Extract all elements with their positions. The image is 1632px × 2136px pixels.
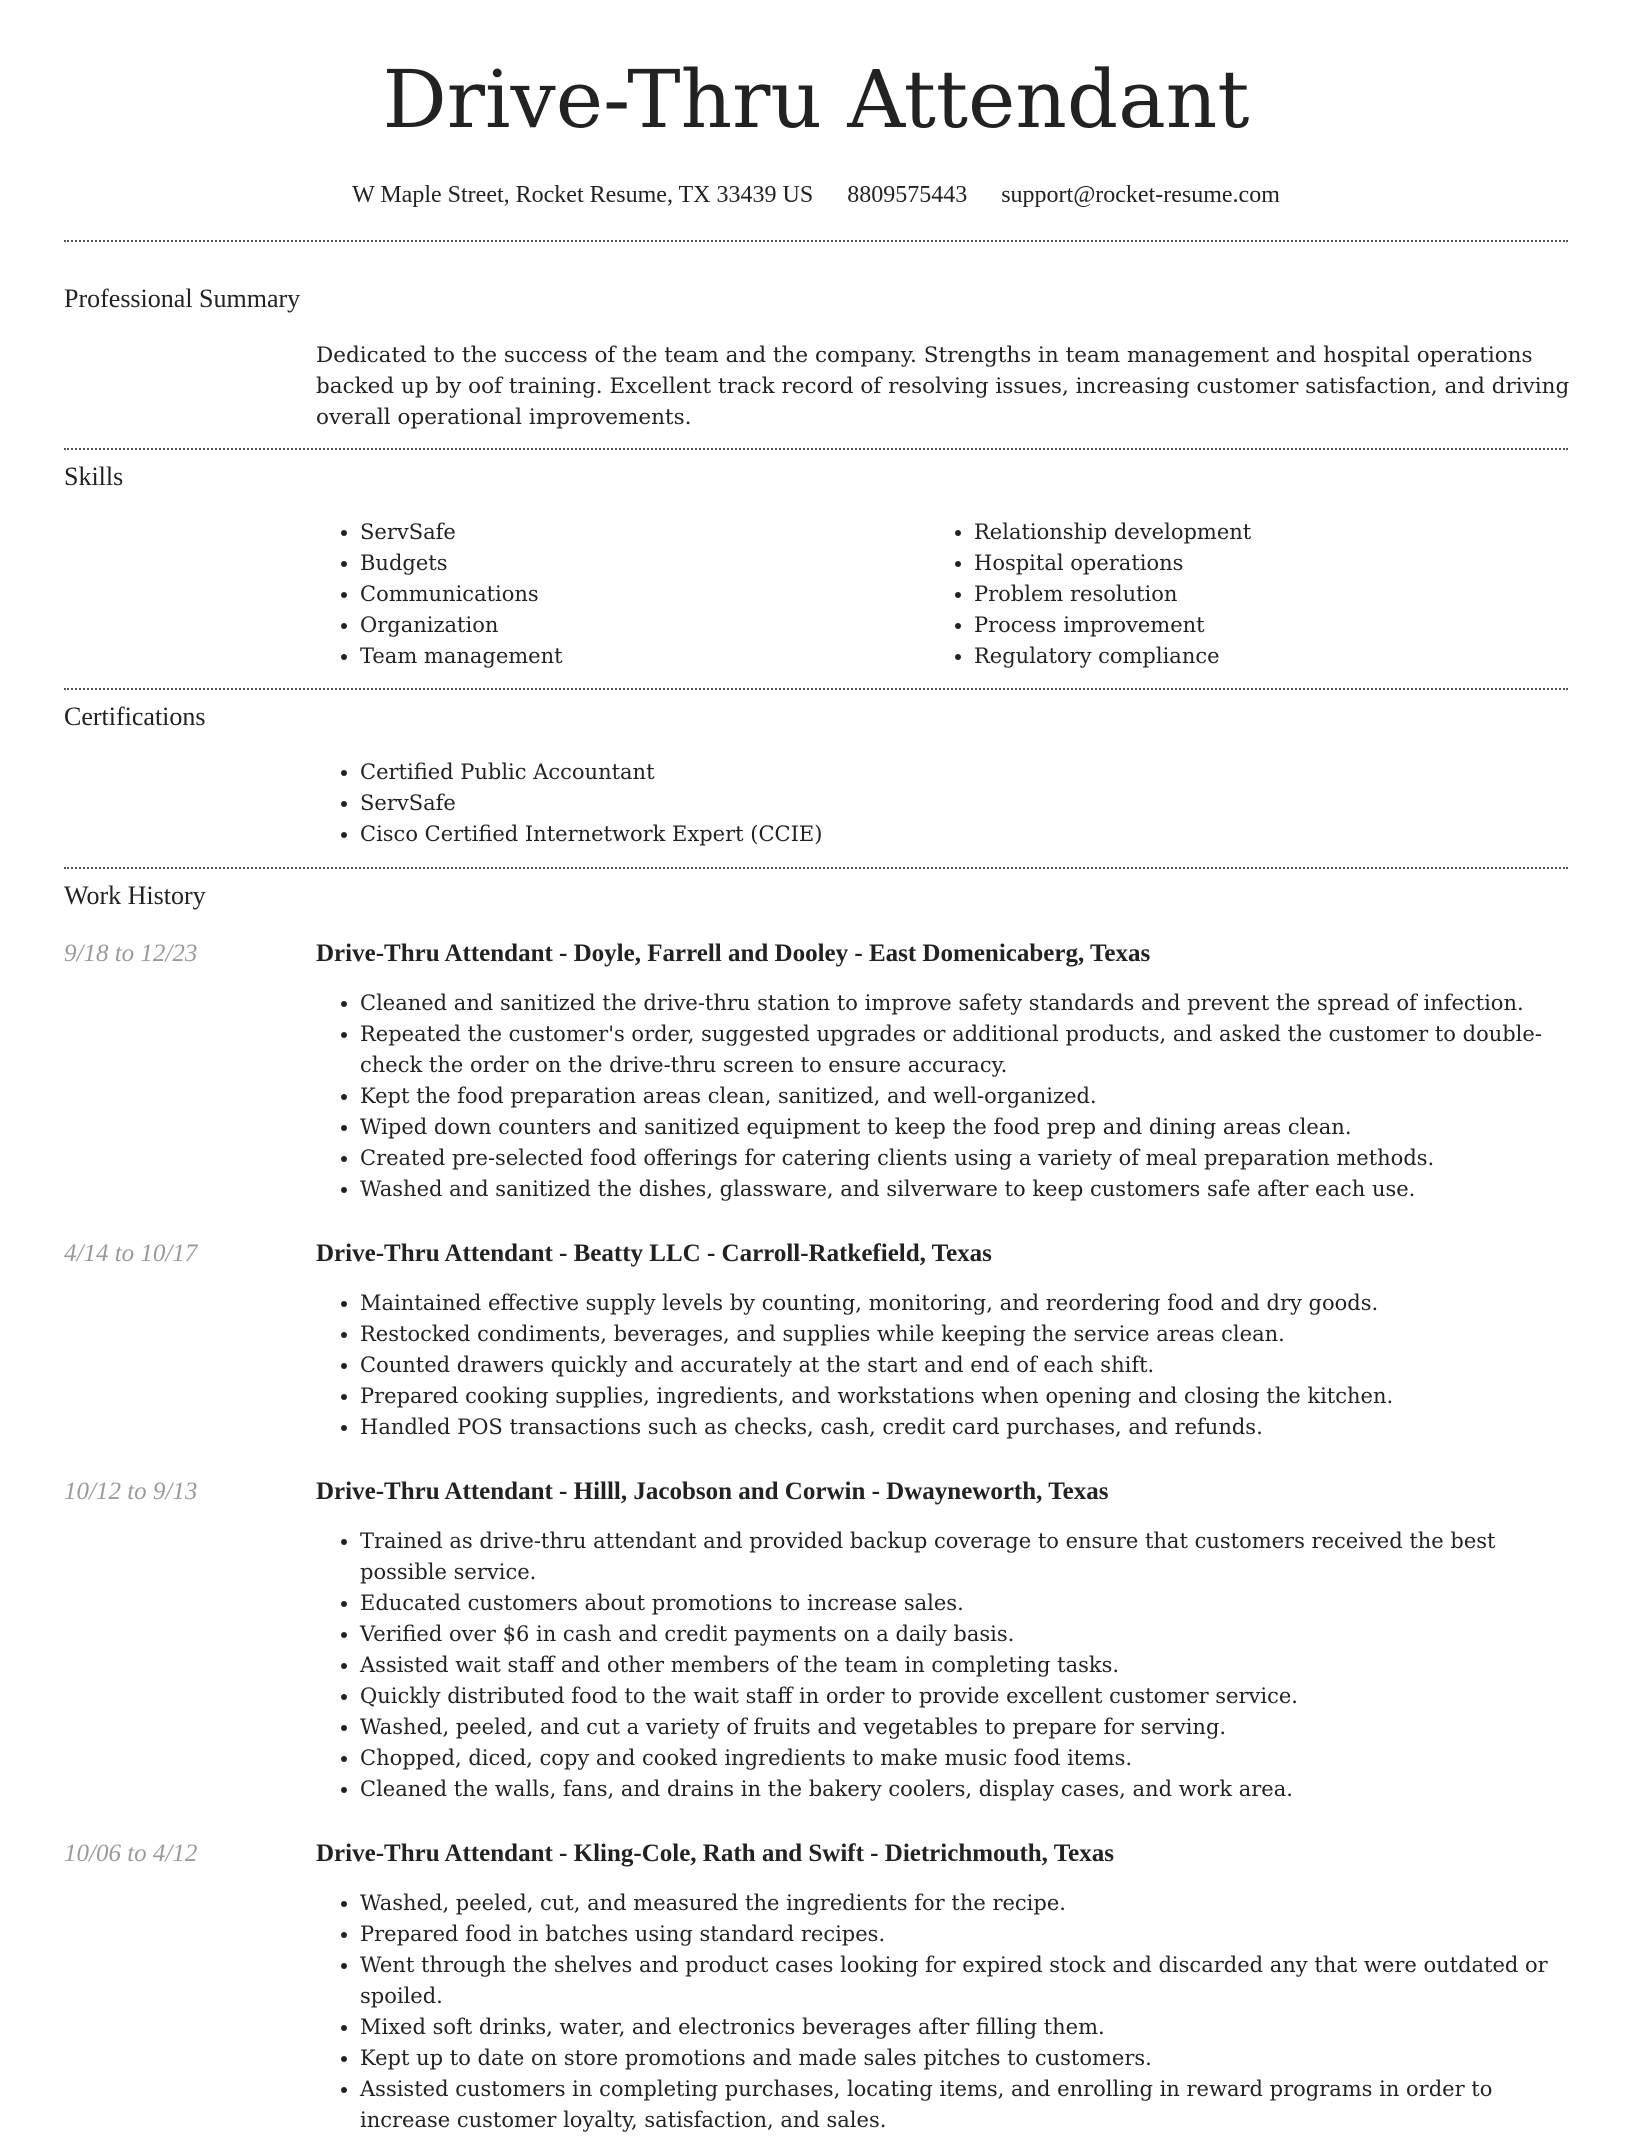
skill-item: • Relationship development: [974, 517, 1530, 548]
skill-item: • Organization: [360, 610, 916, 641]
job-duty-item: • Quickly distributed food to the wait staff in order to provide excellent customer service.: [360, 1681, 1572, 1712]
job-duty-item: • Handled POS transactions such as checks, cash, credit card purchases, and refunds.: [360, 1412, 1572, 1443]
skill-item: • ServSafe: [360, 517, 916, 548]
job-duty-item: • Chopped, diced, copy and cooked ingredients to make music food items.: [360, 1743, 1572, 1774]
job-title: Drive-Thru Attendant - Doyle, Farrell and Dooley - East Domenicaberg, Texas: [316, 940, 1151, 967]
job-duty-item: • Washed and sanitized the dishes, glassware, and silverware to keep customers safe after each use.: [360, 1174, 1572, 1205]
summary-text: Dedicated to the success of the team and the company. Strengths in team management and hospital operations backed up by oof training. Excellent track record of resolving issues, increasing customer satisfaction, and driving overall operational improvements.: [316, 343, 1570, 430]
skills-right-column: [930, 517, 1530, 672]
skill-item: • Process improvement: [974, 610, 1530, 641]
job-duty-item: • Counted drawers quickly and accurately at the start and end of each shift.: [360, 1350, 1572, 1381]
skill-item: • Budgets: [360, 548, 916, 579]
job-duties: [316, 1288, 1572, 1443]
certification-item: • Cisco Certified Internetwork Expert (CCIE): [360, 819, 1572, 850]
job-duty-item: • Created pre-selected food offerings for catering clients using a variety of meal preparation methods.: [360, 1143, 1572, 1174]
job-duties: [316, 1526, 1572, 1805]
job-duty-item: • Cleaned and sanitized the drive-thru station to improve safety standards and prevent the spread of infection.: [360, 988, 1572, 1019]
job-duty-item: • Assisted customers in completing purchases, locating items, and enrolling in reward programs in order to increase customer loyalty, satisfaction, and sales.: [360, 2074, 1572, 2136]
certifications-list: [316, 757, 1572, 850]
job-dates: 4/14 to 10/17: [64, 1240, 198, 1267]
certification-item: • ServSafe: [360, 788, 1572, 819]
contact-phone: 8809575443: [847, 182, 968, 208]
job-duty-list: [316, 1526, 1572, 1805]
job-duty-item: • Maintained effective supply levels by counting, monitoring, and reordering food and dry goods.: [360, 1288, 1572, 1319]
divider: [64, 240, 1568, 242]
skill-item: • Hospital operations: [974, 548, 1530, 579]
job-duty-item: • Cleaned the walls, fans, and drains in the bakery coolers, display cases, and work area.: [360, 1774, 1572, 1805]
divider: [64, 688, 1568, 690]
skills-left-column: [316, 517, 916, 672]
certifications-heading: Certifications: [64, 702, 206, 731]
contact-email: support@rocket-resume.com: [1001, 182, 1280, 208]
contact-line: [0, 182, 1632, 209]
work-history-heading: Work History: [64, 881, 206, 910]
job-duty-item: • Repeated the customer's order, suggested upgrades or additional products, and asked the customer to double-check the order on the drive-thru screen to ensure accuracy.: [360, 1019, 1572, 1081]
summary-block: [316, 340, 1572, 433]
certifications-block: [316, 757, 1572, 850]
divider: [64, 867, 1568, 869]
job-title: Drive-Thru Attendant - Hilll, Jacobson and Corwin - Dwayneworth, Texas: [316, 1478, 1109, 1505]
contact-address: W Maple Street, Rocket Resume, TX 33439 US: [352, 182, 814, 208]
job-title: Drive-Thru Attendant - Kling-Cole, Rath and Swift - Dietrichmouth, Texas: [316, 1840, 1114, 1867]
skill-item: • Regulatory compliance: [974, 641, 1530, 672]
job-dates: 10/12 to 9/13: [64, 1478, 198, 1505]
job-duty-item: • Assisted wait staff and other members of the team in completing tasks.: [360, 1650, 1572, 1681]
job-duty-list: [316, 1888, 1572, 2136]
job-duty-item: • Kept the food preparation areas clean, sanitized, and well-organized.: [360, 1081, 1572, 1112]
job-duty-item: • Wiped down counters and sanitized equipment to keep the food prep and dining areas clean.: [360, 1112, 1572, 1143]
job-duty-list: [316, 1288, 1572, 1443]
job-duty-item: • Washed, peeled, cut, and measured the ingredients for the recipe.: [360, 1888, 1572, 1919]
job-duty-list: [316, 988, 1572, 1205]
skills-heading: Skills: [64, 462, 124, 491]
skills-left-list: [316, 517, 916, 672]
job-dates: 9/18 to 12/23: [64, 940, 198, 967]
skill-item: • Team management: [360, 641, 916, 672]
job-duty-item: • Educated customers about promotions to increase sales.: [360, 1588, 1572, 1619]
job-duty-item: • Mixed soft drinks, water, and electronics beverages after filling them.: [360, 2012, 1572, 2043]
job-duty-item: • Trained as drive-thru attendant and provided backup coverage to ensure that customers received the best possible service.: [360, 1526, 1572, 1588]
job-duty-item: • Went through the shelves and product cases looking for expired stock and discarded any that were outdated or spoiled.: [360, 1950, 1572, 2012]
skills-right-list: [930, 517, 1530, 672]
job-duty-item: • Prepared cooking supplies, ingredients, and workstations when opening and closing the kitchen.: [360, 1381, 1572, 1412]
job-dates: 10/06 to 4/12: [64, 1840, 198, 1867]
skill-item: • Problem resolution: [974, 579, 1530, 610]
summary-heading: Professional Summary: [64, 284, 301, 313]
job-duty-item: • Washed, peeled, and cut a variety of fruits and vegetables to prepare for serving.: [360, 1712, 1572, 1743]
job-duty-item: • Prepared food in batches using standard recipes.: [360, 1919, 1572, 1950]
divider: [64, 448, 1568, 450]
certification-item: • Certified Public Accountant: [360, 757, 1572, 788]
job-duty-item: • Restocked condiments, beverages, and supplies while keeping the service areas clean.: [360, 1319, 1572, 1350]
job-duties: [316, 988, 1572, 1205]
job-duties: [316, 1888, 1572, 2136]
job-duty-item: • Kept up to date on store promotions and made sales pitches to customers.: [360, 2043, 1572, 2074]
resume-title: Drive-Thru Attendant: [382, 53, 1250, 146]
skill-item: • Communications: [360, 579, 916, 610]
job-title: Drive-Thru Attendant - Beatty LLC - Carroll-Ratkefield, Texas: [316, 1240, 992, 1267]
job-duty-item: • Verified over $6 in cash and credit payments on a daily basis.: [360, 1619, 1572, 1650]
